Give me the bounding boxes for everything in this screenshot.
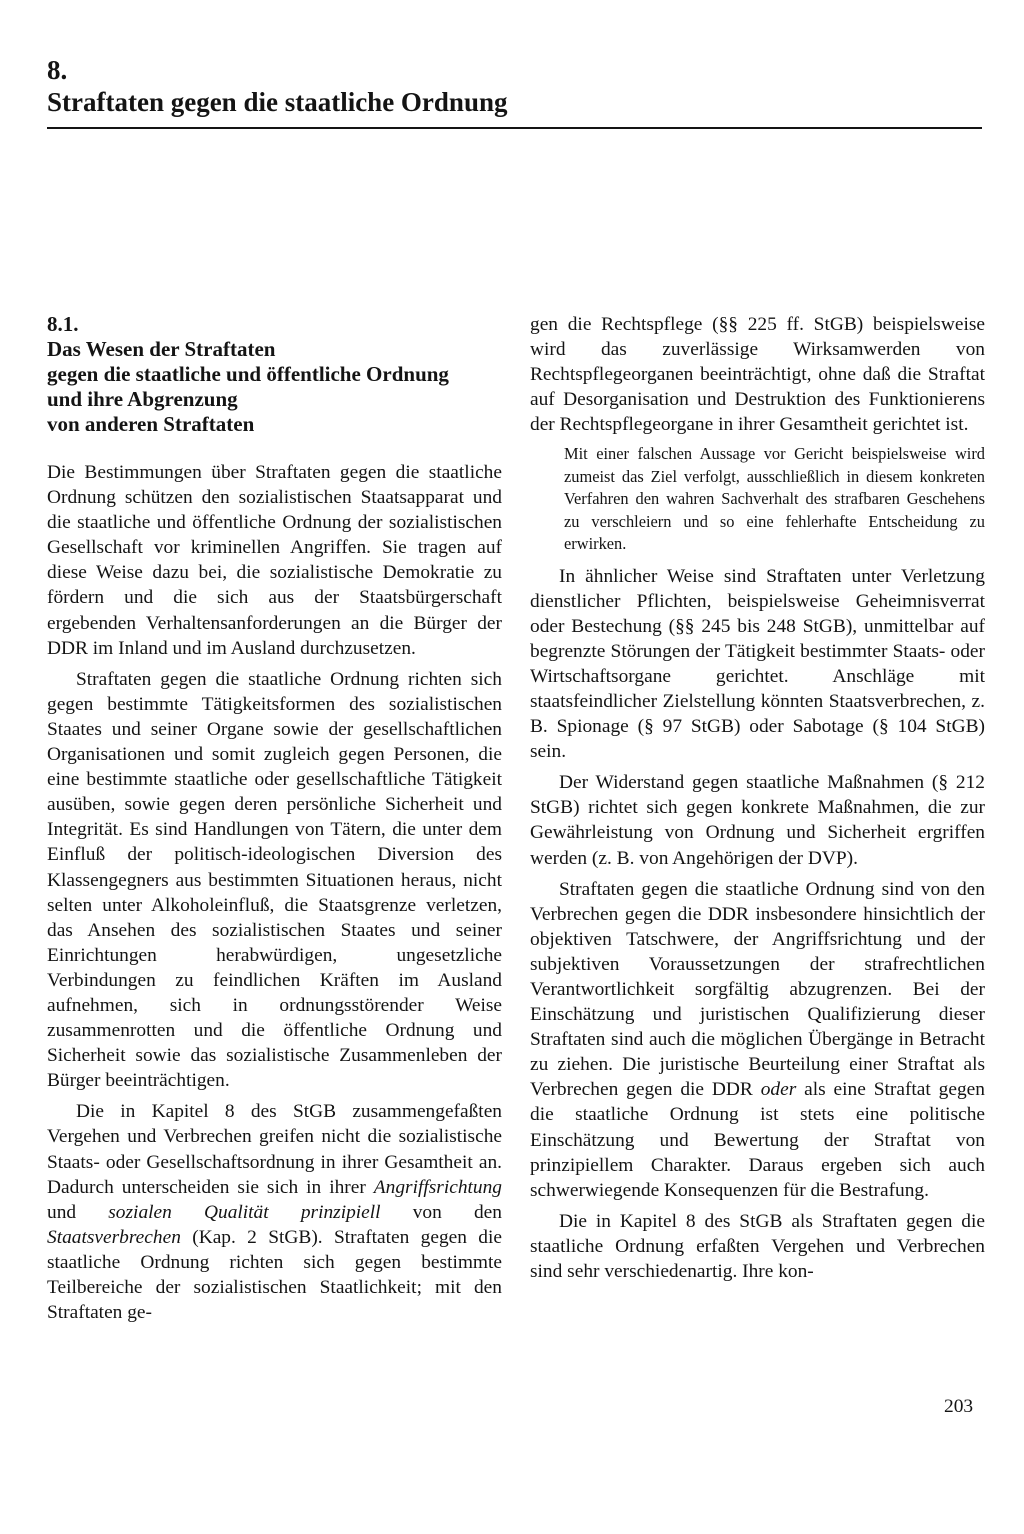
- example-note: Mit einer falschen Aussage vor Gericht beispielsweise wird zumeist das Ziel verfolgt, ausschließlich in diesem konkreten Verfahren den wahren Sachverhalt des strafbaren Geschehens zu verschleiern und so eine fehlerhafte Entscheidung zu erwirken.: [564, 444, 985, 554]
- paragraph-left-2: Straftaten gegen die staatliche Ordnung richten sich gegen bestimmte Tätigkeitsformen des sozialistischen Staates und seiner Organe sowie der gesellschaftlichen Organisationen und somit zugleich gegen Personen, die eine bestimmte staatliche oder gesellschaftliche Tätigkeit ausüben, sowie gegen deren persönliche Sicherheit und Integrität. Es sind Handlungen von Tätern, die unter dem Einfluß der politisch-ideologischen Diversion des Klassengegners aus bestimmten Situationen heraus, nicht selten unter Alkoholeinfluß, die Staatsgrenze verletzen, das Ansehen des sozialistischen Staates und seiner Einrichtungen herabwürdigen, ungesetzliche Verbindungen zu feindlichen Kräften im Ausland aufnehmen, sich in ordnungsstörender Weise zusammenrotten und die öffentliche Ordnung und Sicherheit sowie das sozialistische Zusammenleben der Bürger beeinträchtigen.: [47, 668, 502, 1092]
- chapter-divider: [47, 127, 982, 129]
- chapter-number: 8.: [47, 55, 68, 85]
- paragraph-right-2: In ähnlicher Weise sind Straftaten unter Verletzung dienstlicher Pflichten, beispielsweise Geheimnisverrat oder Bestechung (§§ 245 bis 248 StGB), unmittelbar auf begrenzte Störungen der Tätigkeit bestimmter Staats- oder Wirtschaftsorgane gerichtet. Anschläge mit staatsfeindlicher Zielstellung könnten Staatsverbrechen, z. B. Spionage (§ 97 StGB) oder Sabotage (§ 104 StGB) sein.: [530, 565, 985, 763]
- section-title-line-4: von anderen Straftaten: [47, 412, 255, 436]
- page-number: 203: [944, 1396, 974, 1417]
- text-run: von den: [380, 1201, 502, 1223]
- text-run: Straftaten gegen die staatliche Ordnung sind von den Verbrechen gegen die DDR insbesondere hinsichtlich der objektiven Tatschwere, der Angriffsrichtung und der subjektiven Voraussetzungen der strafrechtlichen Verantwortlichkeit sorgfältig abzugrenzen. Bei der Einschätzung und juristischen Qualifizierung dieser Straftaten sind auch die möglichen Übergänge in Betracht zu ziehen. Die juristische Beurteilung einer Straftat als Verbrechen gegen die DDR: [530, 878, 985, 1101]
- section-title-line-3: und ihre Abgrenzung: [47, 387, 238, 411]
- paragraph-left-3: [47, 1099, 502, 1325]
- chapter-header: [47, 54, 982, 118]
- paragraph-right-3: Der Widerstand gegen staatliche Maßnahmen (§ 212 StGB) richtet sich gegen konkrete Maßnahmen, die zur Gewährleistung von Ordnung und Sicherheit ergriffen werden (z. B. von Angehörigen der DVP).: [530, 772, 985, 869]
- paragraph-right-5: Die in Kapitel 8 des StGB als Straftaten gegen die staatliche Ordnung erfaßten Vergehen und Verbrechen sind sehr verschiedenartig. Ihre kon-: [530, 1210, 985, 1283]
- text-run: und: [47, 1201, 109, 1223]
- emphasis-oder: oder: [760, 1079, 797, 1101]
- emphasis-soziale-qualitaet: sozialen Qualität prinzipiell: [108, 1201, 381, 1223]
- emphasis-staatsverbrechen: Staatsverbrechen: [47, 1226, 181, 1248]
- text-run: Die in Kapitel 8 des StGB zusammengefaßten Vergehen und Verbrechen greifen nicht die sozialistische Staats- oder Gesellschaftsordnung in ihrer Gesamtheit an. Dadurch unterscheiden sie sich in ihrer: [47, 1101, 502, 1198]
- chapter-title: Straftaten gegen die staatliche Ordnung: [47, 87, 508, 117]
- section-title-line-1: Das Wesen der Straftaten: [47, 337, 276, 361]
- paragraph-left-1: Die Bestimmungen über Straftaten gegen die staatliche Ordnung schützen den sozialistischen Staatsapparat und die staatliche und öffentliche Ordnung der sozialistischen Gesellschaft vor kriminellen Angriffen. Sie tragen auf diese Weise dazu bei, die sozialistische Demokratie zu fördern und die sich aus der Staatsbürgerschaft ergebenden Verhaltensanforderungen an die Bürger der DDR im Inland und im Ausland durchzusetzen.: [47, 462, 502, 659]
- right-column: [530, 312, 985, 1290]
- text-run: als eine Straftat gegen die staatliche Ordnung ist stets eine politische Einschätzung und Bewertung der Straftat von prinzipiellem Charakter. Daraus ergeben sich auch schwerwiegende Konsequenzen für die Bestrafung.: [530, 1079, 985, 1201]
- section-number: 8.1.: [47, 312, 79, 336]
- paragraph-right-4: [530, 877, 985, 1203]
- emphasis-angriffsrichtung: Angriffsrichtung: [373, 1176, 502, 1198]
- paragraph-right-1: gen die Rechtspflege (§§ 225 ff. StGB) beispielsweise wird das zuverlässige Wirksamwerden von Rechtspflegeorganen beeinträchtigt, ohne daß die Straftat auf Desorganisation und Destruktion des Funktionierens der Rechtspflegeorgane in ihrer Gesamtheit gerichtet ist.: [530, 314, 985, 436]
- section-title-line-2: gegen die staatliche und öffentliche Ordnung: [47, 362, 449, 386]
- left-column: [47, 312, 502, 1331]
- section-heading: [47, 312, 502, 437]
- text-run: (Kap. 2 StGB). Straftaten gegen die staatliche Ordnung richten sich gegen bestimmte Teilbereiche der sozialistischen Staatlichkeit; mit den Straftaten ge-: [47, 1226, 502, 1324]
